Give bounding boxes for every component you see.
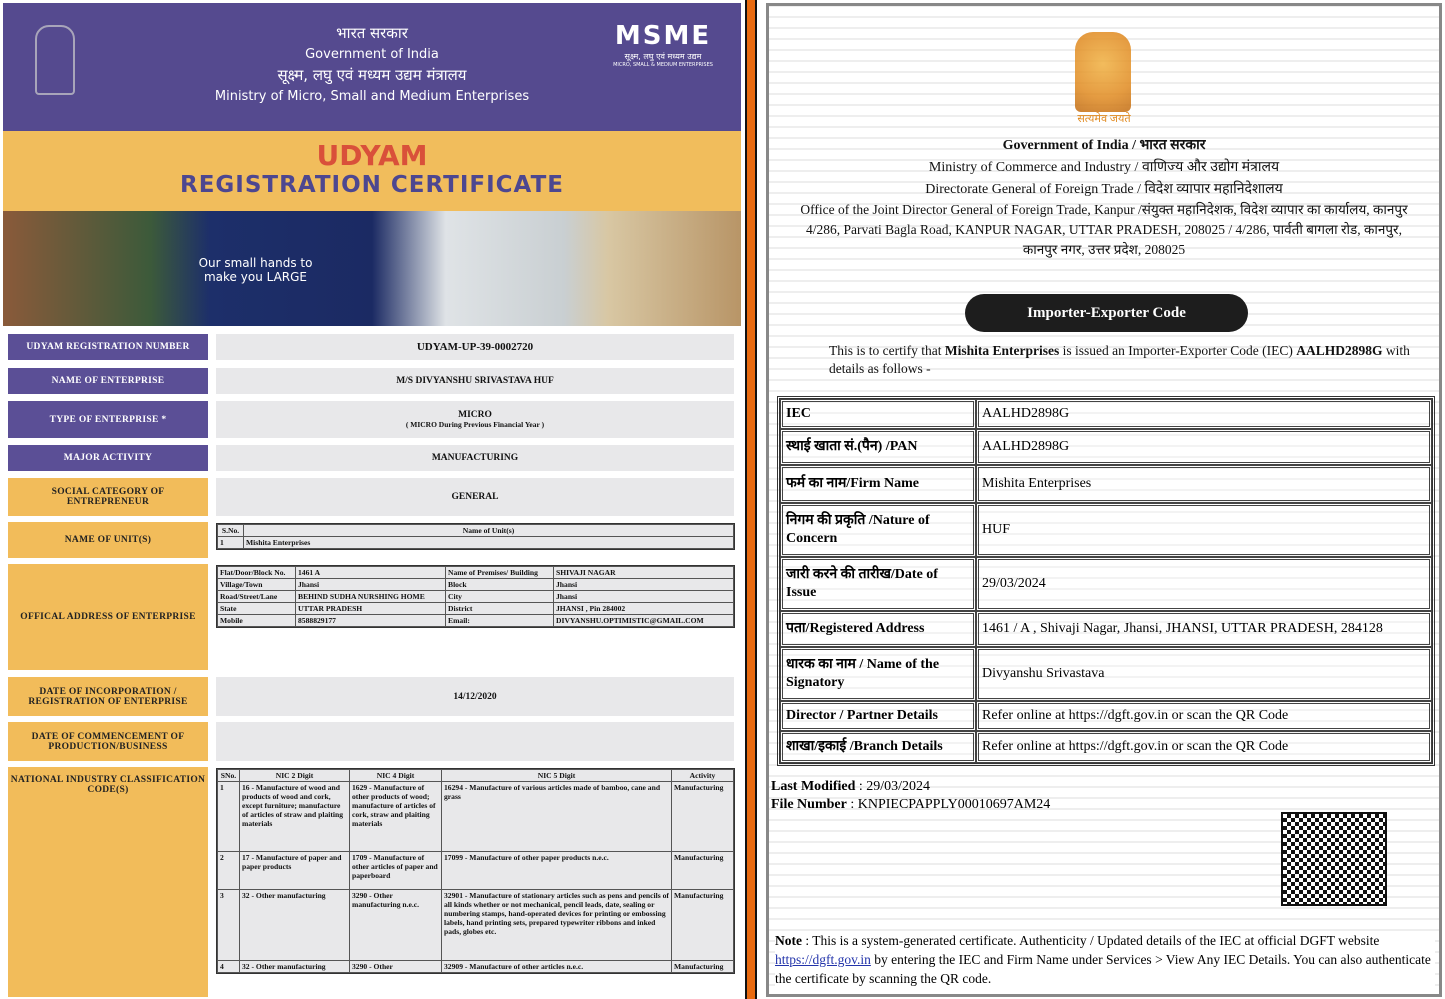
nic-cell: 4 bbox=[218, 961, 240, 973]
address-field-label: Email: bbox=[446, 615, 554, 627]
type-label: TYPE OF ENTERPRISE * bbox=[8, 401, 208, 438]
ashoka-emblem-icon bbox=[1075, 32, 1131, 112]
address-value: SHIVAJI NAGAR bbox=[554, 567, 734, 579]
address-field-label: Village/Town bbox=[218, 579, 296, 591]
table-row bbox=[218, 567, 734, 579]
nic-cell: 3 bbox=[218, 890, 240, 961]
nic-header: NIC 5 Digit bbox=[442, 770, 672, 782]
iec-line-1: Government of India / भारत सरकार bbox=[1002, 138, 1206, 153]
table-row bbox=[218, 852, 734, 890]
note-text-3: by entering the IEC and Firm Name under Services > View Any IEC Details. You can also authenticate the certificate by scanning the QR code. bbox=[775, 952, 1431, 986]
address-field-label: Name of Premises/ Building bbox=[446, 567, 554, 579]
nic-cell: 32 - Other manufacturing bbox=[240, 890, 350, 961]
iec-line-4: Office of the Joint Director General of Foreign Trade, Kanpur /संयुक्त महानिदेशक, विदेश व्यापार का कार्यालय, कानपुर bbox=[800, 202, 1408, 217]
iec-line-6: कानपुर नगर, उत्तर प्रदेश, 208025 bbox=[1022, 242, 1186, 257]
note-label: Note bbox=[775, 933, 802, 948]
unit-name-label: NAME OF UNIT(S) bbox=[8, 522, 208, 558]
address-value: Jhansi bbox=[554, 579, 734, 591]
table-row bbox=[218, 591, 734, 603]
nic-label: NATIONAL INDUSTRY CLASSIFICATION CODE(S) bbox=[8, 767, 208, 997]
enterprise-name-value: M/S DIVYANSHU SRIVASTAVA HUF bbox=[216, 368, 734, 394]
divider bbox=[745, 0, 757, 999]
gov: Government of India bbox=[305, 47, 439, 62]
last-modified: Last Modified : 29/03/2024 bbox=[771, 779, 931, 794]
qr-code bbox=[1281, 812, 1387, 906]
type-main: MICRO bbox=[458, 410, 492, 420]
nic-cell: Manufacturing bbox=[672, 852, 734, 890]
certify-text bbox=[829, 342, 1429, 378]
iec-field-value: Mishita Enterprises bbox=[976, 465, 1432, 503]
address-value: BEHIND SUDHA NURSHING HOME bbox=[296, 591, 446, 603]
nic-cell: 32901 - Manufacture of stationary articles such as pens and pencils of all kinds whether or not mechanical, pencil leads, date, sealing or numbering stamps, hand-operated devices for printing or embossing labels, hand printing sets, prepared typewriter ribbons and inked pads, globes etc. bbox=[442, 890, 672, 961]
iec-details-table bbox=[777, 396, 1435, 766]
iec-field-label: शाखा/इकाई /Branch Details bbox=[780, 731, 976, 763]
iec-field-label: निगम की प्रकृति /Nature of Concern bbox=[780, 503, 976, 557]
table-row bbox=[780, 647, 1432, 701]
nic-cell: Manufacturing bbox=[672, 890, 734, 961]
table-row bbox=[780, 429, 1432, 465]
major-activity-value: MANUFACTURING bbox=[216, 445, 734, 471]
address-field-label: Block bbox=[446, 579, 554, 591]
certify-post: with details as follows - bbox=[829, 343, 1410, 376]
nic-cell: 16 - Manufacture of wood and products of wood and cork, except furniture; manufacture of articles of straw and plaiting materials bbox=[240, 782, 350, 852]
address-field-label: Road/Street/Lane bbox=[218, 591, 296, 603]
iec-badge: Importer-Exporter Code bbox=[965, 294, 1248, 332]
address-field-label: District bbox=[446, 603, 554, 615]
nic-cell: 3290 - Other manufacturing n.e.c. bbox=[350, 890, 442, 961]
nic-table bbox=[216, 768, 735, 974]
address-field-label: State bbox=[218, 603, 296, 615]
table-row bbox=[780, 465, 1432, 503]
table-row bbox=[780, 399, 1432, 429]
address-label: OFFICAL ADDRESS OF ENTERPRISE bbox=[8, 564, 208, 670]
commencement-date-value bbox=[216, 722, 734, 761]
nic-cell: 32909 - Manufacture of other articles n.e.c. bbox=[442, 961, 672, 973]
major-activity-label: MAJOR ACTIVITY bbox=[8, 445, 208, 471]
address-value: 1461 A bbox=[296, 567, 446, 579]
address-value: JHANSI , Pin 284002 bbox=[554, 603, 734, 615]
iec-field-label: पता/Registered Address bbox=[780, 611, 976, 647]
reg-number-value: UDYAM-UP-39-0002720 bbox=[216, 334, 734, 360]
ministry: Ministry of Micro, Small and Medium Enterprises bbox=[214, 89, 530, 104]
address-value: UTTAR PRADESH bbox=[296, 603, 446, 615]
address-field-label: City bbox=[446, 591, 554, 603]
address-value: Jhansi bbox=[296, 579, 446, 591]
ashoka-emblem-icon bbox=[35, 25, 75, 95]
iec-field-value: Refer online at https://dgft.gov.in or scan the QR Code bbox=[976, 731, 1432, 763]
iec-field-label: फर्म का नाम/Firm Name bbox=[780, 465, 976, 503]
address-value: Jhansi bbox=[554, 591, 734, 603]
iec-certificate bbox=[766, 3, 1442, 997]
nic-cell: Manufacturing bbox=[672, 961, 734, 973]
units-header-sno: S.No. bbox=[218, 525, 244, 537]
emblem-text: सत्यमेव जयते bbox=[1077, 113, 1131, 125]
nic-cell: 17 - Manufacture of paper and paper products bbox=[240, 852, 350, 890]
title-certificate: REGISTRATION CERTIFICATE bbox=[180, 172, 564, 198]
table-row bbox=[780, 611, 1432, 647]
msme-logo bbox=[603, 21, 723, 68]
iec-field-label: जारी करने की तारीख/Date of Issue bbox=[780, 557, 976, 611]
units-header-name: Name of Unit(s) bbox=[244, 525, 734, 537]
nic-cell: Manufacturing bbox=[672, 782, 734, 852]
msme-logo-text: MSME bbox=[614, 21, 712, 51]
nic-cell: 16294 - Manufacture of various articles made of bamboo, cane and grass bbox=[442, 782, 672, 852]
address-field-label: Flat/Door/Block No. bbox=[218, 567, 296, 579]
iec-field-label: धारक का नाम / Name of the Signatory bbox=[780, 647, 976, 701]
iec-line-2: Ministry of Commerce and Industry / वाणिज्य और उद्योग मंत्रालय bbox=[928, 160, 1280, 175]
table-row bbox=[218, 890, 734, 961]
file-number-value: KNPIECPAPPLY00010697AM24 bbox=[857, 797, 1051, 812]
hindi-ministry: सूक्ष्म, लघु एवं मध्यम उद्यम मंत्रालय bbox=[277, 66, 467, 84]
address-table bbox=[216, 565, 735, 628]
msme-logo-sub: MICRO, SMALL & MEDIUM ENTERPRISES bbox=[613, 62, 713, 68]
certify-mid: is issued an Importer-Exporter Code (IEC) bbox=[1059, 343, 1297, 358]
title-udyam: UDYAM bbox=[316, 139, 428, 172]
table-row bbox=[780, 701, 1432, 731]
iec-field-value: Refer online at https://dgft.gov.in or scan the QR Code bbox=[976, 701, 1432, 731]
note: Note : This is a system-generated certificate. Authenticity / Updated details of the IEC at official DGFT website https://dgft.gov.in by entering the IEC and Firm Name under Services > View Any IEC Details. You can also authenticate the certificate by scanning the QR code. bbox=[775, 931, 1435, 988]
nic-header: NIC 4 Digit bbox=[350, 770, 442, 782]
iec-field-label: स्थाई खाता सं.(पैन) /PAN bbox=[780, 429, 976, 465]
incorporation-date-label: DATE OF INCORPORATION / REGISTRATION OF ENTERPRISE bbox=[8, 677, 208, 716]
certify-pre: This is to certify that bbox=[829, 343, 945, 358]
certify-firm: Mishita Enterprises bbox=[944, 343, 1060, 358]
table-row bbox=[218, 603, 734, 615]
iec-field-value: 29/03/2024 bbox=[976, 557, 1432, 611]
note-text-1: This is a system-generated certificate. Authenticity / Updated details of the IEC bbox=[812, 933, 1242, 948]
iec-header-lines bbox=[769, 134, 1439, 260]
social-category-label: SOCIAL CATEGORY OF ENTREPRENEUR bbox=[8, 478, 208, 516]
msme-logo-hindi: सूक्ष्म, लघु एवं मध्यम उद्यम bbox=[624, 52, 702, 61]
table-row bbox=[780, 731, 1432, 763]
address-value: 8588829177 bbox=[296, 615, 446, 627]
tagline-2: make you LARGE bbox=[203, 270, 307, 284]
table-row bbox=[218, 579, 734, 591]
nic-cell: 32 - Other manufacturing bbox=[240, 961, 350, 973]
enterprise-name-label: NAME OF ENTERPRISE bbox=[8, 368, 208, 394]
certify-code: AALHD2898G bbox=[1296, 343, 1383, 358]
address-field-label: Mobile bbox=[218, 615, 296, 627]
note-text-2: at official DGFT website bbox=[1244, 933, 1380, 948]
iec-field-label: IEC bbox=[780, 399, 976, 429]
file-number: File Number : KNPIECPAPPLY00010697AM24 bbox=[771, 797, 1051, 812]
nic-header: NIC 2 Digit bbox=[240, 770, 350, 782]
udyam-header bbox=[3, 3, 741, 131]
nic-cell: 1 bbox=[218, 782, 240, 852]
iec-field-value: 1461 / A , Shivaji Nagar, Jhansi, JHANSI, UTTAR PRADESH, 284128 bbox=[976, 611, 1432, 647]
table-row bbox=[218, 961, 734, 973]
hindi-gov: भारत सरकार bbox=[336, 24, 408, 42]
iec-line-3: Directorate General of Foreign Trade / विदेश व्यापार महानिदेशालय bbox=[925, 182, 1283, 197]
unit-name: Mishita Enterprises bbox=[244, 537, 734, 549]
tagline-1: Our small hands to bbox=[198, 256, 313, 270]
udyam-certificate bbox=[3, 3, 741, 997]
title-band bbox=[3, 131, 741, 211]
social-category-value: GENERAL bbox=[216, 478, 734, 516]
commencement-date-label: DATE OF COMMENCEMENT OF PRODUCTION/BUSINESS bbox=[8, 722, 208, 761]
table-row bbox=[218, 537, 734, 549]
last-modified-label: Last Modified bbox=[771, 779, 856, 794]
type-value bbox=[216, 401, 734, 438]
last-modified-value: 29/03/2024 bbox=[866, 779, 931, 794]
dgft-link[interactable]: https://dgft.gov.in bbox=[775, 952, 871, 967]
nic-cell: 2 bbox=[218, 852, 240, 890]
address-value: DIVYANSHU.OPTIMISTIC@GMAIL.COM bbox=[554, 615, 734, 627]
iec-field-value: Divyanshu Srivastava bbox=[976, 647, 1432, 701]
iec-field-value: HUF bbox=[976, 503, 1432, 557]
iec-field-value: AALHD2898G bbox=[976, 399, 1432, 429]
nic-cell: 1709 - Manufacture of other articles of paper and paperboard bbox=[350, 852, 442, 890]
iec-field-label: Director / Partner Details bbox=[780, 701, 976, 731]
banner-image bbox=[3, 211, 741, 326]
iec-line-5: 4/286, Parvati Bagla Road, KANPUR NAGAR, UTTAR PRADESH, 208025 / 4/286, पार्वती बागला रोड, कानपुर, bbox=[806, 222, 1402, 237]
nic-header: Activity bbox=[672, 770, 734, 782]
reg-number-label: UDYAM REGISTRATION NUMBER bbox=[8, 334, 208, 360]
nic-header: SNo. bbox=[218, 770, 240, 782]
type-sub: ( MICRO During Previous Financial Year ) bbox=[405, 420, 545, 429]
incorporation-date-value: 14/12/2020 bbox=[216, 677, 734, 716]
table-row bbox=[218, 615, 734, 627]
table-row bbox=[780, 557, 1432, 611]
nic-cell: 3290 - Other bbox=[350, 961, 442, 973]
iec-body bbox=[771, 396, 1435, 814]
table-row bbox=[218, 782, 734, 852]
unit-sno: 1 bbox=[218, 537, 244, 549]
table-row bbox=[780, 503, 1432, 557]
nic-cell: 17099 - Manufacture of other paper products n.e.c. bbox=[442, 852, 672, 890]
nic-cell: 1629 - Manufacture of other products of wood; manufacture of articles of cork, straw and plaiting materials bbox=[350, 782, 442, 852]
units-table bbox=[216, 523, 735, 550]
iec-field-value: AALHD2898G bbox=[976, 429, 1432, 465]
file-number-label: File Number bbox=[771, 797, 847, 812]
